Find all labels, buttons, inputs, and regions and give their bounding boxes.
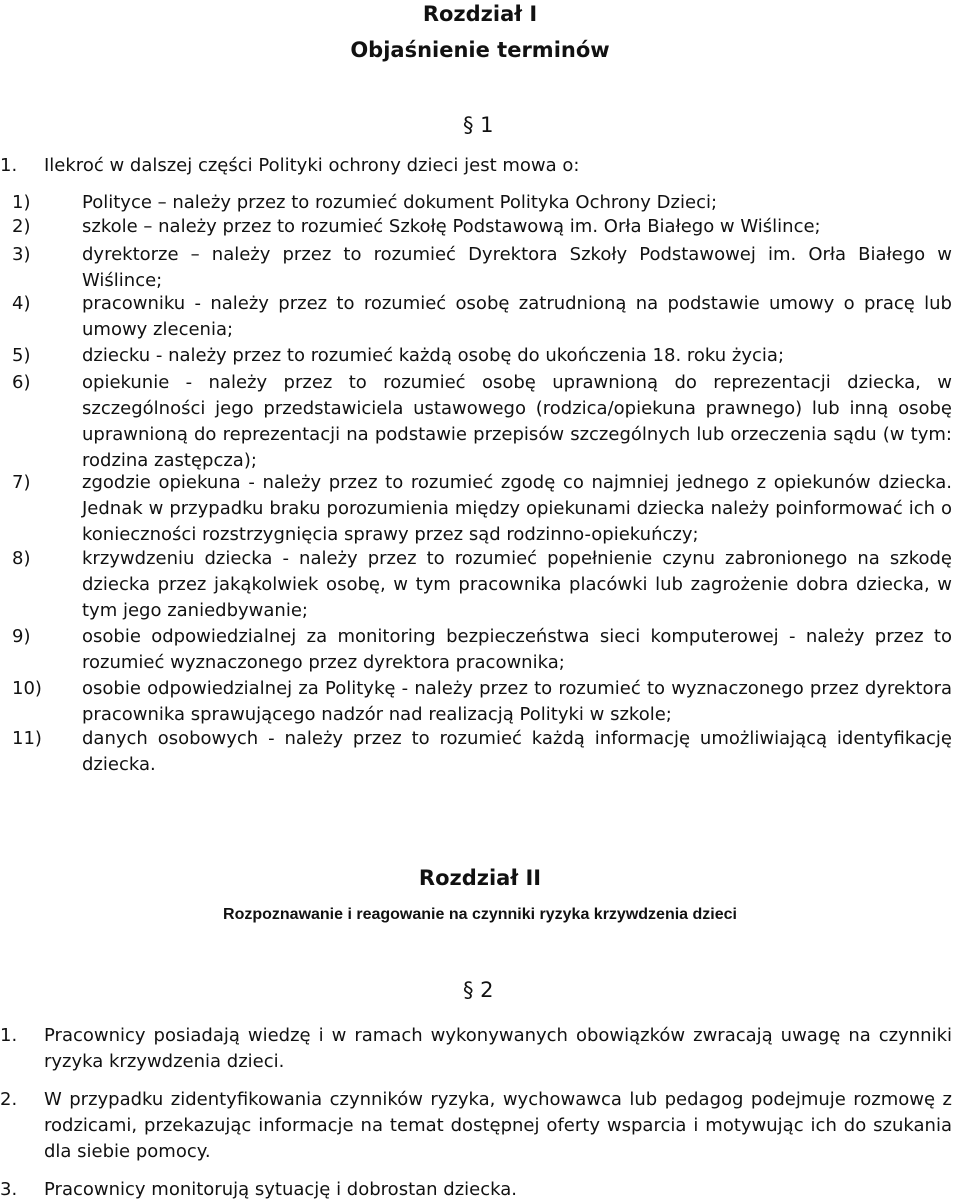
list-item-text: Pracownicy monitorują sytuację i dobrostan dziecka. <box>44 1179 517 1200</box>
definition-text: szkole – należy przez to rozumieć Szkołę Podstawową im. Orła Białego w Wiślince; <box>82 216 821 237</box>
chapter-title: Rozdział I <box>422 2 538 26</box>
definition-number: 4) <box>12 293 31 314</box>
chapter-title: Rozdział II <box>418 866 542 890</box>
definition-number: 5) <box>12 345 31 366</box>
definition-number: 2) <box>12 216 31 237</box>
definition-text: osobie odpowiedzialnej za monitoring bezpieczeństwa sieci komputerowej - należy przez to rozumieć wyznaczonego przez dyrektora pracownika; <box>82 626 952 673</box>
definition-number: 10) <box>12 678 42 699</box>
list-number: 1. <box>0 1025 18 1046</box>
definition-text: pracowniku - należy przez to rozumieć osobę zatrudnioną na podstawie umowy o pracę lub umowy zlecenia; <box>82 293 952 340</box>
list-item-text: W przypadku zidentyfikowania czynników ryzyka, wychowawca lub pedagog podejmuje rozmowę z rodzicami, przekazując informacje na temat dostępnej oferty wsparcia i motywując ich do szukania dla siebie pomocy. <box>44 1089 952 1162</box>
definition-number: 6) <box>12 372 31 393</box>
intro-text: Ilekroć w dalszej części Polityki ochrony dzieci jest mowa o: <box>44 155 580 176</box>
chapter-subtitle: Rozpoznawanie i reagowanie na czynniki ryzyka krzywdzenia dzieci <box>223 906 737 923</box>
definition-text: krzywdzeniu dziecka - należy przez to rozumieć popełnienie czynu zabronionego na szkodę dziecka przez jakąkolwiek osobę, w tym pracownika placówki lub zagrożenie dobra dziecka, w tym jego zaniedbywanie; <box>82 548 952 621</box>
section-mark: § 2 <box>463 978 494 1002</box>
definition-number: 9) <box>12 626 31 647</box>
definition-number: 7) <box>12 472 31 493</box>
definition-text: dyrektorze – należy przez to rozumieć Dyrektora Szkoły Podstawowej im. Orła Białego w Wiślince; <box>82 244 952 291</box>
definition-number: 11) <box>12 728 42 749</box>
definition-number: 8) <box>12 548 31 569</box>
definition-text: dziecku - należy przez to rozumieć każdą osobę do ukończenia 18. roku życia; <box>82 345 785 366</box>
chapter-subtitle: Objaśnienie terminów <box>350 38 610 62</box>
definition-text: osobie odpowiedzialnej za Politykę - należy przez to rozumieć to wyznaczonego przez dyrektora pracownika sprawującego nadzór nad realizacją Polityki w szkole; <box>82 678 952 725</box>
definition-number: 1) <box>12 192 31 213</box>
definition-text: zgodzie opiekuna - należy przez to rozumieć zgodę co najmniej jednego z opiekunów dziecka. Jednak w przypadku braku porozumienia między opiekunami dziecka należy poinformować ich o konieczności rozstrzygnięcia sprawy przez sąd rodzinno-opiekuńczy; <box>82 472 952 545</box>
section-mark: § 1 <box>463 113 494 137</box>
definition-text: danych osobowych - należy przez to rozumieć każdą informację umożliwiającą identyfikację dziecka. <box>82 728 952 775</box>
list-number: 2. <box>0 1089 18 1110</box>
definition-number: 3) <box>12 244 31 265</box>
list-item-text: Pracownicy posiadają wiedzę i w ramach wykonywanych obowiązków zwracają uwagę na czynniki ryzyka krzywdzenia dzieci. <box>44 1025 952 1072</box>
definition-text: Polityce – należy przez to rozumieć dokument Polityka Ochrony Dzieci; <box>82 192 718 213</box>
list-number: 3. <box>0 1179 18 1200</box>
definition-text: opiekunie - należy przez to rozumieć osobę uprawnioną do reprezentacji dziecka, w szczególności jego przedstawiciela ustawowego (rodzica/opiekuna prawnego) lub inną osobę uprawnioną do reprezentacji na podstawie przepisów szczególnych lub orzeczenia sądu (w tym: rodzina zastępcza); <box>82 372 952 471</box>
list-number: 1. <box>0 155 18 176</box>
